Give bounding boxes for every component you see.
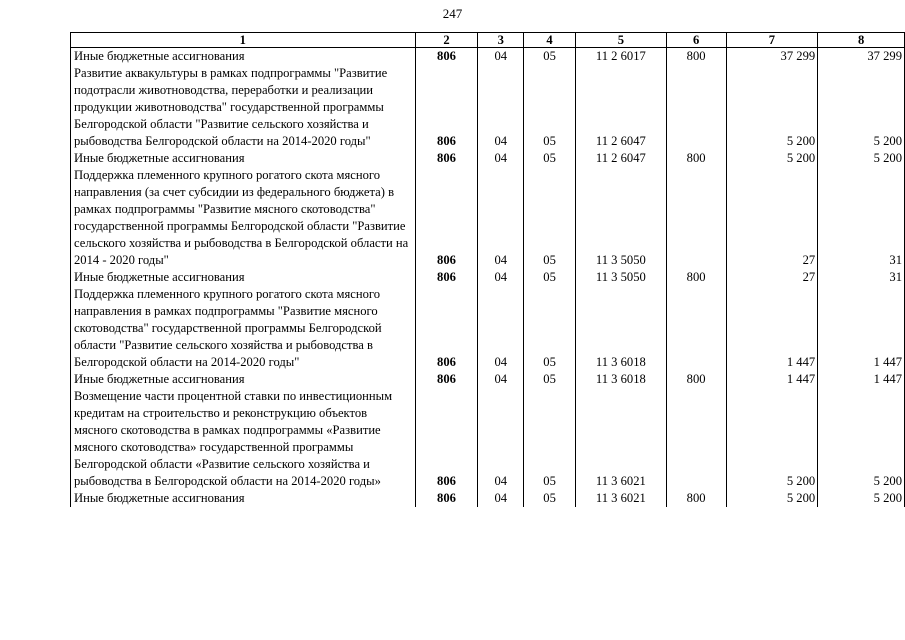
row-name: Иные бюджетные ассигнования	[71, 150, 416, 167]
table-row	[71, 490, 905, 507]
cell-section: 04	[478, 371, 524, 388]
cell-amount-2: 31	[818, 167, 905, 269]
cell-amount-2: 5 200	[818, 65, 905, 150]
cell-section: 04	[478, 269, 524, 286]
cell-amount-1: 5 200	[726, 65, 818, 150]
cell-section: 04	[478, 490, 524, 507]
row-name: Возмещение части процентной ставки по инвестиционным кредитам на строительство и реконструкцию объектов мясного скотоводства в рамках подпрограммы «Развитие мясного скотоводства» государственной программы Белгородской области «Развитие сельского хозяйства и рыбоводства в Белгородской области на 2014-2020 годы»	[71, 388, 416, 490]
cell-amount-1: 5 200	[726, 388, 818, 490]
header-col-8: 8	[818, 33, 905, 48]
cell-target-article: 11 2 6047	[575, 150, 666, 167]
cell-ministry-code: 806	[415, 490, 478, 507]
header-col-7: 7	[726, 33, 818, 48]
cell-ministry-code: 806	[415, 371, 478, 388]
cell-target-article: 11 3 6018	[575, 371, 666, 388]
table-row	[71, 269, 905, 286]
cell-section: 04	[478, 167, 524, 269]
cell-amount-1: 5 200	[726, 490, 818, 507]
cell-expense-type: 800	[666, 48, 726, 66]
cell-subsection: 05	[524, 388, 576, 490]
cell-target-article: 11 3 6021	[575, 388, 666, 490]
cell-ministry-code: 806	[415, 269, 478, 286]
header-col-5: 5	[575, 33, 666, 48]
row-name: Иные бюджетные ассигнования	[71, 371, 416, 388]
row-name: Поддержка племенного крупного рогатого скота мясного направления (за счет субсидии из федерального бюджета) в рамках подпрограммы "Развитие мясного скотоводства" государственной программы Белгородской области "Развитие сельского хозяйства и рыбоводства в Белгородской области на 2014 - 2020 годы"	[71, 167, 416, 269]
cell-target-article: 11 3 5050	[575, 167, 666, 269]
cell-ministry-code: 806	[415, 167, 478, 269]
cell-amount-1: 1 447	[726, 286, 818, 371]
header-row	[71, 33, 905, 48]
cell-amount-1: 1 447	[726, 371, 818, 388]
cell-section: 04	[478, 286, 524, 371]
cell-amount-2: 31	[818, 269, 905, 286]
cell-amount-1: 27	[726, 269, 818, 286]
cell-subsection: 05	[524, 269, 576, 286]
header-col-4: 4	[524, 33, 576, 48]
row-name: Развитие аквакультуры в рамках подпрограммы "Развитие подотрасли животноводства, переработки и реализации продукции животноводства" государственной программы Белгородской области "Развитие сельского хозяйства и рыбоводства Белгородской области на 2014-2020 годы"	[71, 65, 416, 150]
row-name: Иные бюджетные ассигнования	[71, 269, 416, 286]
cell-amount-2: 5 200	[818, 150, 905, 167]
cell-target-article: 11 3 6021	[575, 490, 666, 507]
table-row	[71, 388, 905, 490]
table-row	[71, 286, 905, 371]
cell-ministry-code: 806	[415, 286, 478, 371]
cell-section: 04	[478, 48, 524, 66]
cell-target-article: 11 2 6017	[575, 48, 666, 66]
header-col-1: 1	[71, 33, 416, 48]
cell-amount-2: 5 200	[818, 490, 905, 507]
cell-expense-type	[666, 388, 726, 490]
cell-expense-type	[666, 286, 726, 371]
cell-subsection: 05	[524, 286, 576, 371]
cell-ministry-code: 806	[415, 65, 478, 150]
page-number: 247	[442, 6, 463, 21]
cell-subsection: 05	[524, 490, 576, 507]
header-col-2: 2	[415, 33, 478, 48]
cell-subsection: 05	[524, 48, 576, 66]
table-row	[71, 371, 905, 388]
cell-subsection: 05	[524, 65, 576, 150]
cell-amount-2: 37 299	[818, 48, 905, 66]
table-row	[71, 65, 905, 150]
cell-amount-1: 5 200	[726, 150, 818, 167]
cell-ministry-code: 806	[415, 48, 478, 66]
header-col-3: 3	[478, 33, 524, 48]
cell-expense-type	[666, 167, 726, 269]
cell-amount-2: 5 200	[818, 388, 905, 490]
cell-target-article: 11 2 6047	[575, 65, 666, 150]
cell-expense-type: 800	[666, 371, 726, 388]
row-name: Иные бюджетные ассигнования	[71, 490, 416, 507]
row-name: Поддержка племенного крупного рогатого скота мясного направления в рамках подпрограммы "Развитие мясного скотоводства" государственной программы Белгородской области "Развитие сельского хозяйства и рыбоводства в Белгородской области на 2014-2020 годы"	[71, 286, 416, 371]
cell-expense-type: 800	[666, 269, 726, 286]
table-row	[71, 167, 905, 269]
cell-section: 04	[478, 150, 524, 167]
cell-amount-2: 1 447	[818, 286, 905, 371]
cell-section: 04	[478, 388, 524, 490]
cell-target-article: 11 3 5050	[575, 269, 666, 286]
header-col-6: 6	[666, 33, 726, 48]
row-name: Иные бюджетные ассигнования	[71, 48, 416, 66]
table-row	[71, 48, 905, 66]
cell-expense-type: 800	[666, 490, 726, 507]
budget-table	[70, 32, 905, 507]
cell-subsection: 05	[524, 150, 576, 167]
cell-amount-1: 27	[726, 167, 818, 269]
cell-subsection: 05	[524, 371, 576, 388]
cell-expense-type	[666, 65, 726, 150]
cell-section: 04	[478, 65, 524, 150]
cell-ministry-code: 806	[415, 150, 478, 167]
cell-expense-type: 800	[666, 150, 726, 167]
cell-amount-2: 1 447	[818, 371, 905, 388]
cell-subsection: 05	[524, 167, 576, 269]
table-row	[71, 150, 905, 167]
cell-target-article: 11 3 6018	[575, 286, 666, 371]
cell-amount-1: 37 299	[726, 48, 818, 66]
cell-ministry-code: 806	[415, 388, 478, 490]
